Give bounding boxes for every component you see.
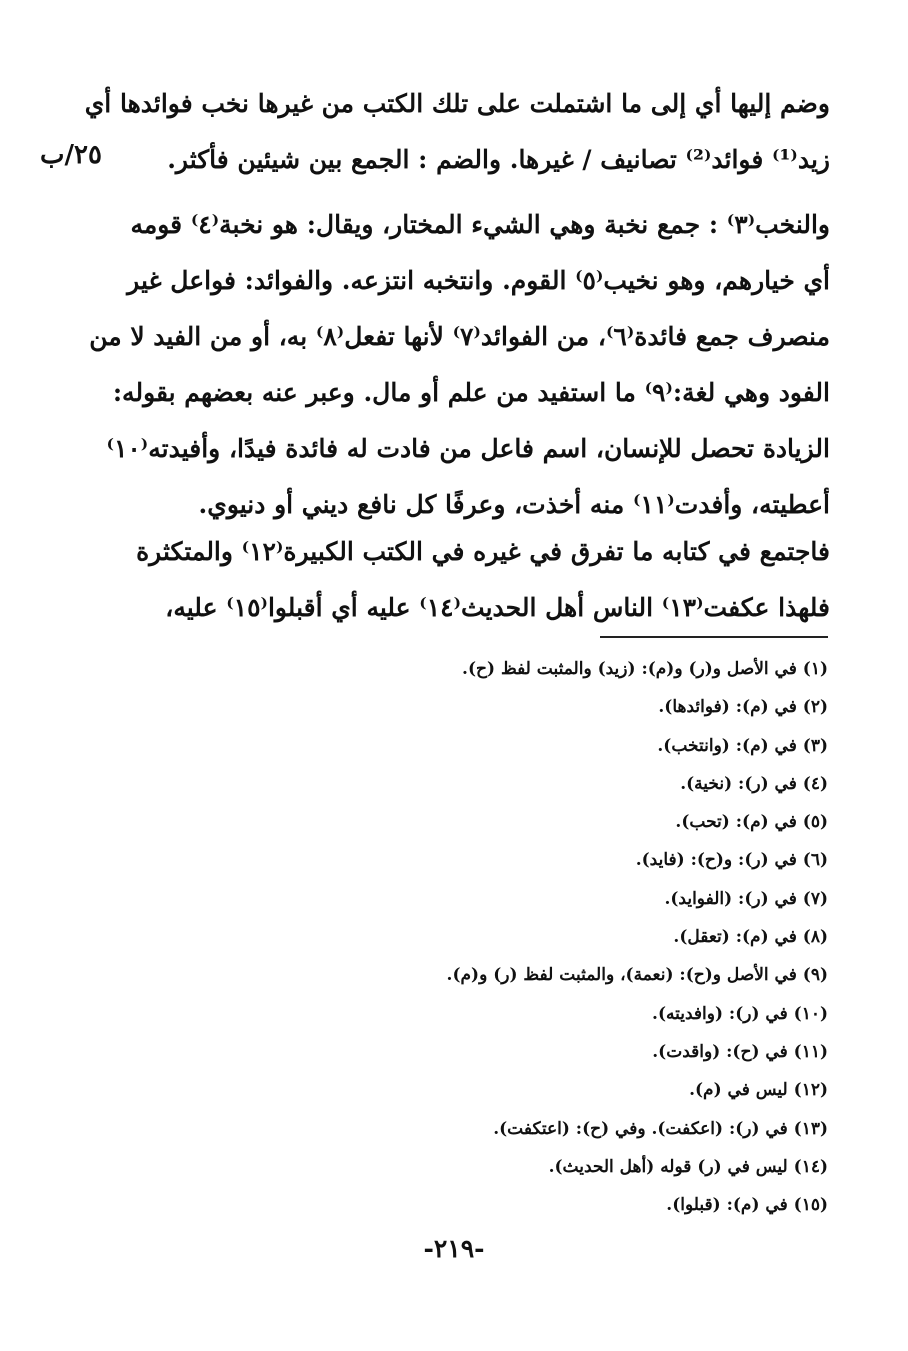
text-line: منصرف جمع فائدة⁽٦⁾، من الفوائد⁽٧⁾ لأنها تفعل⁽٨⁾ به، أو من الفيد لا من xyxy=(89,322,830,351)
footnote: (١٣) في (ر): (اعكفت). وفي (ح): (اعتكفت). xyxy=(493,1118,828,1139)
footnote: (٨) في (م): (تعقل). xyxy=(673,927,828,948)
footnote: (٥) في (م): (تحب). xyxy=(675,812,828,833)
footnote: (١٠) في (ر): (وافديته). xyxy=(652,1003,828,1024)
footnote: (١٢) ليس في (م). xyxy=(689,1080,828,1101)
footnote: (٩) في الأصل و(ح): (نعمة)، والمثبت لفظ (ر) و(م). xyxy=(446,965,828,986)
footnote: (٤) في (ر): (نخية). xyxy=(680,773,828,794)
text-line: أعطيته، وأفدت⁽١١⁾ منه أخذت، وعرفًا كل نافع ديني أو دنيوي. xyxy=(198,490,830,519)
footnote: (٢) في (م): (فوائدها). xyxy=(658,697,828,718)
text-line: فاجتمع في كتابه ما تفرق في غيره في الكتب الكبيرة⁽١٢⁾ والمتكثرة xyxy=(136,537,830,566)
text-line: وضم إليها أي إلى ما اشتملت على تلك الكتب من غيرها نخب فوائدها أي xyxy=(84,89,830,118)
footnote: (٦) في (ر): و(ح): (فايد). xyxy=(635,850,828,871)
text-line: فلهذا عكفت⁽١٣⁾ الناس أهل الحديث⁽١٤⁾ عليه أي أقبلوا⁽١٥⁾ عليه، xyxy=(165,593,830,622)
text-line: زيد⁽¹⁾ فوائد⁽²⁾ تصانيف / غيرها. والضم : الجمع بين شيئين فأكثر. xyxy=(167,145,830,174)
footnote: (٧) في (ر): (الفوايد). xyxy=(664,888,828,909)
text-line: الزيادة تحصل للإنسان، اسم فاعل من فادت له فائدة فيدًا، وأفيدته⁽١٠⁾ xyxy=(106,434,830,463)
text-line: أي خيارهم، وهو نخيب⁽٥⁾ القوم. وانتخبه انتزعه. والفوائد: فواعل غير xyxy=(127,266,830,295)
paragraph-3 xyxy=(120,524,830,636)
footnote: (١١) في (ح): (واقدت). xyxy=(652,1041,828,1062)
footnote: (١٥) في (م): (قبلوا). xyxy=(666,1195,828,1216)
page-number: -٢١٩- xyxy=(423,1234,485,1263)
footnotes xyxy=(300,650,828,1224)
margin-folio-note: ٢٥/ب xyxy=(40,140,102,170)
paragraph-1 xyxy=(84,76,830,188)
text-line: الفود وهي لغة:⁽٩⁾ ما استفيد من علم أو مال. وعبر عنه بعضهم بقوله: xyxy=(112,378,830,407)
footnote-separator xyxy=(600,636,828,638)
text-line: والنخب⁽٣⁾ : جمع نخبة وهي الشيء المختار، ويقال: هو نخبة⁽٤⁾ قومه xyxy=(130,210,830,239)
paragraph-2 xyxy=(89,197,830,533)
footnote: (٣) في (م): (وانتخب). xyxy=(657,735,828,756)
footnote: (١) في الأصل و(ر) و(م): (زيد) والمثبت لفظ (ح). xyxy=(462,659,828,679)
footnote: (١٤) ليس في (ر) قوله (أهل الحديث). xyxy=(548,1156,828,1177)
